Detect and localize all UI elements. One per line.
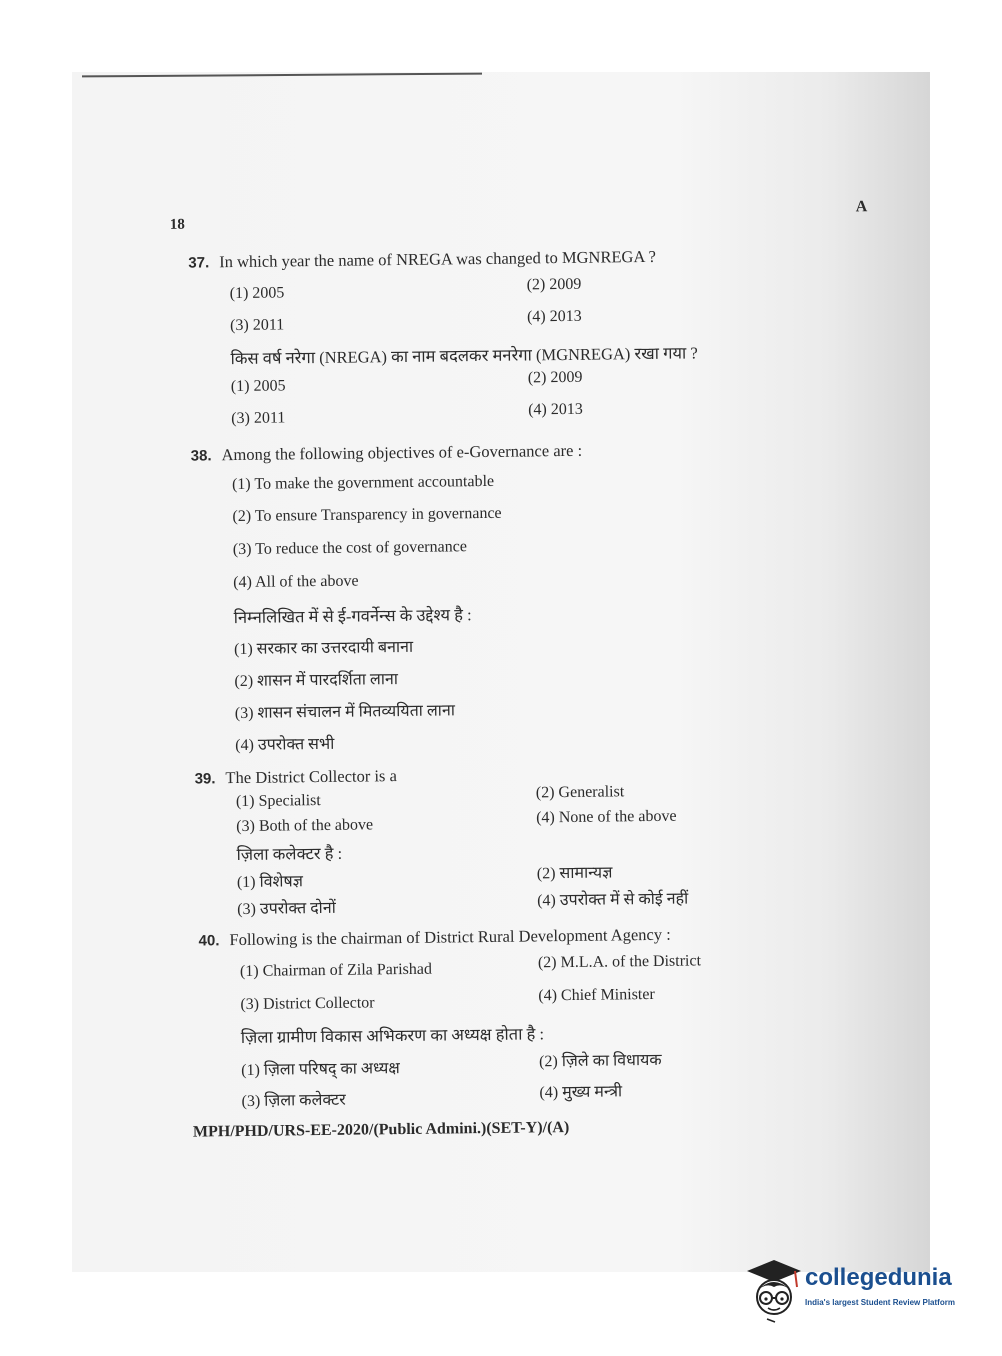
- page-number: 18: [169, 216, 185, 233]
- question-37-option-hi-2: (2) 2009: [527, 368, 583, 387]
- question-number: 38.: [190, 447, 212, 465]
- question-40-option-hi-4: (4) मुख्य मन्त्री: [539, 1083, 623, 1102]
- question-40-option-4: (4) Chief Minister: [538, 985, 655, 1005]
- question-40-text-en: 40. Following is the chairman of District Rural Development Agency :: [198, 924, 671, 950]
- question-37-text-hi: किस वर्ष नरेगा (NREGA) का नाम बदलकर मनरेगा (MGNREGA) रखा गया ?: [230, 343, 698, 369]
- question-38-option-1: (1) To make the government accountable: [231, 472, 495, 494]
- question-39-option-hi-4: (4) उपरोक्त में से कोई नहीं: [537, 890, 689, 910]
- set-letter: A: [855, 198, 868, 216]
- question-39-text-en: 39. The District Collector is a: [194, 766, 397, 788]
- question-39-option-2: (2) Generalist: [535, 783, 625, 802]
- question-40-option-hi-2: (2) ज़िले का विधायक: [539, 1051, 662, 1071]
- question-number: 39.: [194, 770, 216, 788]
- question-38-option-2: (2) To ensure Transparency in governance: [232, 504, 502, 526]
- question-37-option-4: (4) 2013: [526, 307, 582, 326]
- question-38-text-hi: निम्नलिखित में से ई-गवर्नेन्स के उद्देश्य है :: [233, 605, 472, 628]
- scanned-page: [72, 72, 930, 1272]
- question-40-option-2: (2) M.L.A. of the District: [537, 952, 702, 972]
- question-38-option-hi-1: (1) सरकार का उत्तरदायी बनाना: [233, 638, 414, 659]
- question-37-option-hi-3: (3) 2011: [231, 409, 286, 428]
- question-39-option-3: (3) Both of the above: [236, 816, 374, 836]
- question-number: 37.: [188, 254, 210, 272]
- question-page: [72, 72, 930, 1272]
- question-37-option-hi-4: (4) 2013: [528, 400, 583, 419]
- question-40-option-hi-1: (1) ज़िला परिषद् का अध्यक्ष: [241, 1060, 400, 1080]
- collegedunia-watermark: [745, 1257, 975, 1327]
- question-39-option-hi-3: (3) उपरोक्त दोनों: [237, 899, 336, 919]
- question-40-text-hi: ज़िला ग्रामीण विकास अभिकरण का अध्यक्ष होता है :: [240, 1024, 545, 1048]
- question-39-option-hi-1: (1) विशेषज्ञ: [236, 873, 304, 892]
- question-38-option-4: (4) All of the above: [233, 572, 359, 592]
- question-38-option-hi-2: (2) शासन में पारदर्शिता लाना: [234, 671, 399, 691]
- question-40-option-1: (1) Chairman of Zila Parishad: [239, 960, 433, 981]
- graduate-mascot-icon: [745, 1257, 803, 1323]
- question-39-option-1: (1) Specialist: [235, 792, 321, 811]
- question-number: 40.: [198, 932, 220, 950]
- brand-tagline: India's largest Student Review Platform: [805, 1298, 955, 1307]
- question-38-option-hi-4: (4) उपरोक्त सभी: [235, 735, 335, 755]
- question-39-option-4: (4) None of the above: [536, 807, 677, 827]
- question-37-option-1: (1) 2005: [229, 284, 285, 303]
- question-37-option-hi-1: (1) 2005: [230, 377, 286, 396]
- question-39-text-hi: ज़िला कलेक्टर है :: [236, 843, 343, 865]
- question-37-option-3: (3) 2011: [230, 316, 285, 335]
- question-40-option-3: (3) District Collector: [240, 994, 375, 1014]
- question-40-option-hi-3: (3) ज़िला कलेक्टर: [241, 1091, 346, 1111]
- question-39-option-hi-2: (2) सामान्यज्ञ: [536, 864, 613, 883]
- page-footer: MPH/PHD/URS-EE-2020/(Public Admini.)(SET-Y)/(A): [192, 1119, 570, 1141]
- question-38-text-en: 38. Among the following objectives of e-Governance are :: [190, 440, 583, 465]
- question-37-option-2: (2) 2009: [526, 275, 582, 294]
- question-38-option-3: (3) To reduce the cost of governance: [232, 538, 467, 559]
- brand-name: collegedunia: [805, 1264, 952, 1291]
- question-38-option-hi-3: (3) शासन संचालन में मितव्ययिता लाना: [234, 702, 456, 723]
- question-37-text-en: 37. In which year the name of NREGA was changed to MGNREGA ?: [188, 246, 656, 272]
